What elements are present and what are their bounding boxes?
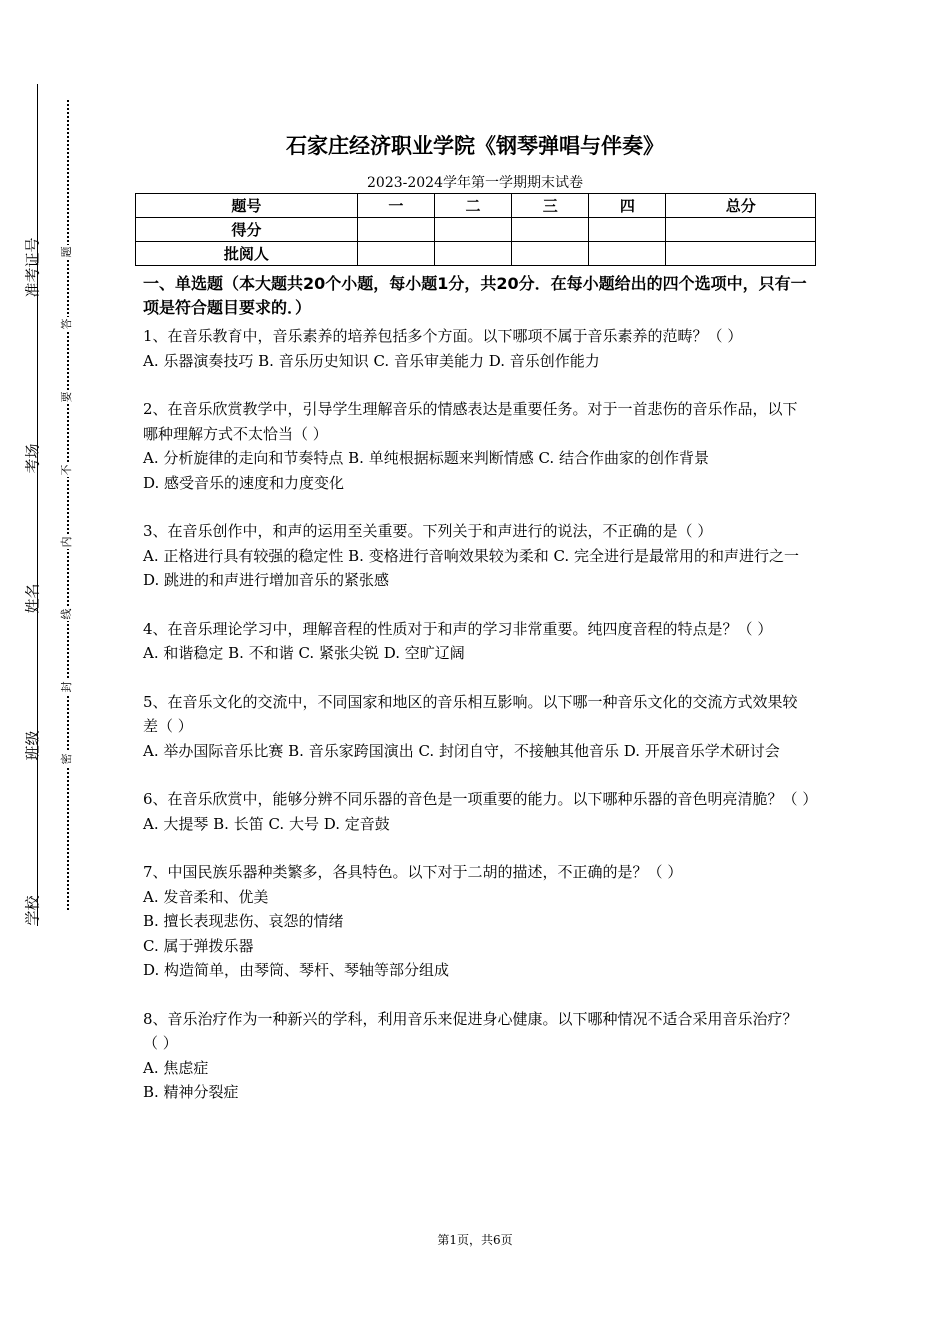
- grader-cell[interactable]: [512, 242, 589, 266]
- question: [143, 787, 818, 836]
- score-col-header: 二: [434, 194, 511, 218]
- exam-room-label: 考场: [23, 443, 42, 474]
- question-options: A. 举办国际音乐比赛 B. 音乐家跨国演出 C. 封闭自守，不接触其他音乐 D. 开展音乐学术研讨会: [143, 741, 780, 760]
- score-col-header: 一: [357, 194, 434, 218]
- question: [143, 324, 811, 373]
- question: [143, 860, 811, 983]
- question-stem: 4、在音乐理论学习中，理解音程的性质对于和声的学习非常重要。纯四度音程的特点是？（ ）: [143, 619, 773, 638]
- page-number: 第1页，共6页: [437, 1233, 513, 1247]
- question-option: A. 焦虑症: [143, 1058, 209, 1077]
- grader-cell[interactable]: [666, 242, 816, 266]
- name-label: 姓名: [23, 583, 42, 614]
- score-cell[interactable]: [434, 218, 511, 242]
- exam-content: [143, 272, 818, 1105]
- score-cell[interactable]: [512, 218, 589, 242]
- question-stem: 3、在音乐创作中，和声的运用至关重要。下列关于和声进行的说法，不正确的是（ ）: [143, 522, 713, 540]
- binding-margin: [0, 0, 110, 1344]
- question-stem: 8、音乐治疗作为一种新兴的学科，利用音乐来促进身心健康。以下哪种情况不适合采用音乐治疗？（ ）: [143, 1009, 798, 1052]
- seal-dotted-line: [67, 100, 69, 910]
- question-options: A. 和谐稳定 B. 不和谐 C. 紧张尖锐 D. 空旷辽阔: [143, 644, 465, 662]
- score-cell[interactable]: [666, 218, 816, 242]
- seal-char: 要: [60, 391, 73, 403]
- exam-id-label: 准考证号: [23, 237, 42, 298]
- seal-char: 线: [60, 608, 73, 620]
- grader-row-label: 批阅人: [136, 242, 358, 266]
- question: [143, 690, 811, 764]
- score-col-header: 题号: [136, 194, 358, 218]
- question: [143, 397, 811, 495]
- exam-subtitle: 2023-2024学年第一学期期末试卷: [367, 175, 583, 191]
- exam-title: 石家庄经济职业学院《钢琴弹唱与伴奏》: [286, 134, 664, 158]
- question-options: A. 分析旋律的走向和节奏特点 B. 单纯根据标题来判断情感 C. 结合作曲家的创作背景: [143, 449, 709, 467]
- question-option: A. 发音柔和、优美: [143, 887, 269, 906]
- question-options: D. 感受音乐的速度和力度变化: [143, 473, 345, 492]
- question-stem: 6、在音乐欣赏中，能够分辨不同乐器的音色是一项重要的能力。以下哪种乐器的音色明亮清脆？（ ）: [143, 790, 818, 808]
- seal-char: 内: [60, 536, 73, 548]
- question: [143, 519, 811, 593]
- school-label: 学校: [23, 895, 42, 926]
- class-label: 班级: [23, 730, 42, 761]
- question-stem: 1、在音乐教育中，音乐素养的培养包括多个方面。以下哪项不属于音乐素养的范畴？（ ）: [143, 327, 743, 345]
- question-option: B. 精神分裂症: [143, 1083, 239, 1101]
- score-table-header-row: [136, 194, 816, 218]
- score-col-header: 四: [589, 194, 666, 218]
- question-option: B. 擅长表现悲伤、哀怨的情绪: [143, 912, 344, 930]
- score-col-header: 总分: [666, 194, 816, 218]
- seal-char: 不: [60, 464, 73, 476]
- question-stem: 2、在音乐欣赏教学中，引导学生理解音乐的情感表达是重要任务。对于一首悲伤的音乐作品，以下哪种理解方式不太恰当（ ）: [143, 400, 798, 443]
- question: [143, 617, 811, 666]
- question-option: C. 属于弹拨乐器: [143, 936, 254, 955]
- grader-cell[interactable]: [357, 242, 434, 266]
- score-cell[interactable]: [589, 218, 666, 242]
- score-row: [136, 218, 816, 242]
- seal-char: 封: [60, 681, 73, 693]
- question-option: D. 构造简单，由琴筒、琴杆、琴轴等部分组成: [143, 961, 450, 979]
- seal-char: 题: [60, 246, 73, 258]
- binding-line: [37, 84, 38, 926]
- question: [143, 1007, 811, 1105]
- score-col-header: 三: [512, 194, 589, 218]
- grader-row: [136, 242, 816, 266]
- grader-cell[interactable]: [434, 242, 511, 266]
- question-options: A. 大提琴 B. 长笛 C. 大号 D. 定音鼓: [143, 814, 390, 833]
- score-row-label: 得分: [136, 218, 358, 242]
- score-table: [135, 193, 816, 266]
- seal-char: 答: [60, 318, 73, 330]
- question-stem: 7、中国民族乐器种类繁多，各具特色。以下对于二胡的描述，不正确的是？（ ）: [143, 863, 683, 881]
- section-title: 一、单选题（本大题共20个小题，每小题1分，共20分．在每小题给出的四个选项中，只有一项是符合题目要求的．）: [143, 274, 807, 317]
- seal-char: 密: [60, 753, 73, 765]
- grader-cell[interactable]: [589, 242, 666, 266]
- question-options: A. 乐器演奏技巧 B. 音乐历史知识 C. 音乐审美能力 D. 音乐创作能力: [143, 351, 600, 370]
- question-stem: 5、在音乐文化的交流中，不同国家和地区的音乐相互影响。以下哪一种音乐文化的交流方式效果较差（ ）: [143, 692, 798, 735]
- score-cell[interactable]: [357, 218, 434, 242]
- question-options: A. 正格进行具有较强的稳定性 B. 变格进行音响效果较为柔和 C. 完全进行是最常用的和声进行之一 D. 跳进的和声进行增加音乐的紧张感: [143, 546, 799, 589]
